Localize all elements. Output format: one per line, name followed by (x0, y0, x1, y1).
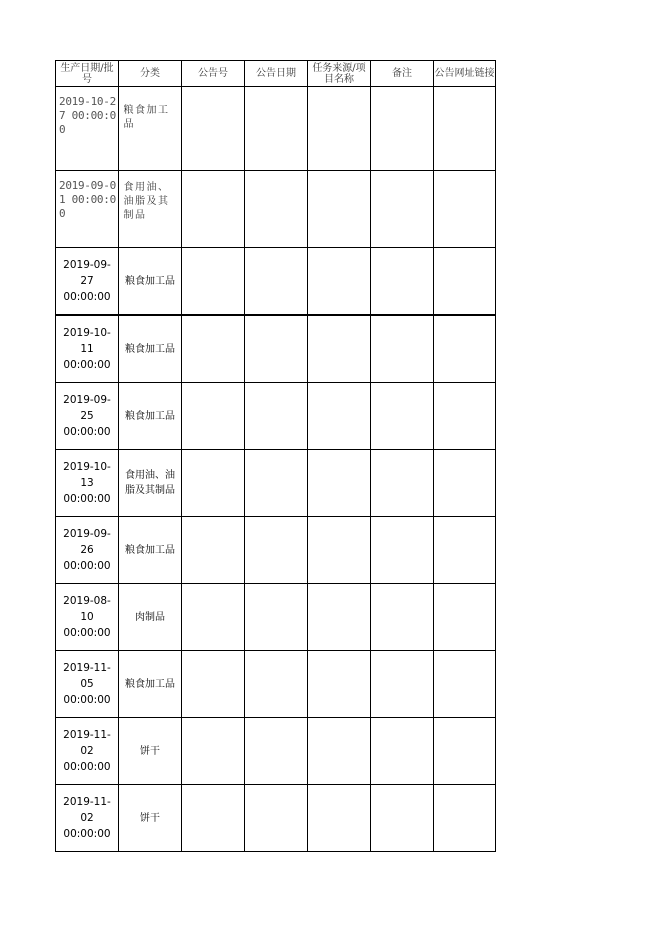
category-text: 粮食加工品 (125, 678, 175, 690)
table-row (56, 248, 496, 316)
cell-date (56, 248, 119, 316)
date-text: 2019-11-02 00:00:00 (63, 796, 111, 840)
cell-date (56, 450, 119, 517)
cell-category (119, 383, 182, 450)
cell-announcement-no (182, 171, 245, 248)
cell-link (434, 517, 496, 584)
header-task-source: 任务来源/项目名称 (308, 61, 371, 87)
cell-announcement-date (245, 718, 308, 785)
cell-announcement-date (245, 171, 308, 248)
table-row (56, 87, 496, 171)
category-text: 食用油、油脂及其制品 (123, 182, 170, 221)
cell-task-source (308, 171, 371, 248)
table-row (56, 450, 496, 517)
cell-remarks (371, 315, 434, 383)
cell-category (119, 584, 182, 651)
cell-announcement-date (245, 450, 308, 517)
cell-link (434, 718, 496, 785)
cell-date (56, 785, 119, 852)
category-text: 粮食加工品 (125, 275, 175, 287)
cell-link (434, 248, 496, 316)
cell-task-source (308, 315, 371, 383)
cell-announcement-date (245, 248, 308, 316)
cell-task-source (308, 584, 371, 651)
cell-announcement-no (182, 87, 245, 171)
cell-category (119, 517, 182, 584)
cell-category (119, 450, 182, 517)
cell-link (434, 785, 496, 852)
category-text: 食用油、油脂及其制品 (125, 470, 175, 496)
cell-remarks (371, 248, 434, 316)
header-announcement-no: 公告号 (182, 61, 245, 87)
category-text: 粮食加工品 (125, 544, 175, 556)
cell-remarks (371, 517, 434, 584)
cell-remarks (371, 383, 434, 450)
cell-date (56, 383, 119, 450)
cell-link (434, 584, 496, 651)
date-text: 2019-10-27 00:00:00 (59, 95, 116, 136)
cell-remarks (371, 718, 434, 785)
header-link: 公告网址链接 (434, 61, 496, 87)
header-remarks: 备注 (371, 61, 434, 87)
cell-announcement-no (182, 517, 245, 584)
cell-category (119, 248, 182, 316)
cell-remarks (371, 171, 434, 248)
cell-remarks (371, 651, 434, 718)
cell-task-source (308, 651, 371, 718)
cell-remarks (371, 584, 434, 651)
category-text: 粮食加工品 (125, 343, 175, 355)
cell-date (56, 87, 119, 171)
date-text: 2019-10-11 00:00:00 (63, 327, 111, 371)
cell-announcement-date (245, 87, 308, 171)
cell-link (434, 171, 496, 248)
date-text: 2019-09-27 00:00:00 (63, 259, 111, 303)
date-text: 2019-09-25 00:00:00 (63, 394, 111, 438)
header-row (56, 61, 496, 87)
cell-task-source (308, 785, 371, 852)
date-text: 2019-11-05 00:00:00 (63, 662, 111, 706)
cell-category (119, 785, 182, 852)
cell-announcement-date (245, 315, 308, 383)
cell-remarks (371, 785, 434, 852)
cell-task-source (308, 517, 371, 584)
date-text: 2019-09-01 00:00:00 (59, 179, 116, 220)
cell-remarks (371, 87, 434, 171)
cell-announcement-no (182, 450, 245, 517)
cell-task-source (308, 383, 371, 450)
cell-announcement-date (245, 651, 308, 718)
cell-announcement-date (245, 517, 308, 584)
date-text: 2019-11-02 00:00:00 (63, 729, 111, 773)
cell-announcement-no (182, 651, 245, 718)
cell-date (56, 517, 119, 584)
category-text: 粮食加工品 (125, 410, 175, 422)
cell-date (56, 171, 119, 248)
cell-announcement-no (182, 315, 245, 383)
category-text: 饼干 (140, 745, 160, 757)
cell-announcement-no (182, 785, 245, 852)
cell-task-source (308, 450, 371, 517)
table-row (56, 517, 496, 584)
cell-date (56, 651, 119, 718)
cell-category (119, 315, 182, 383)
cell-category (119, 718, 182, 785)
cell-link (434, 450, 496, 517)
table-row (56, 785, 496, 852)
cell-announcement-date (245, 785, 308, 852)
cell-date (56, 718, 119, 785)
cell-announcement-no (182, 383, 245, 450)
header-production-date: 生产日期/批号 (56, 61, 119, 87)
cell-category (119, 87, 182, 171)
cell-category (119, 651, 182, 718)
table-row (56, 315, 496, 383)
cell-announcement-no (182, 248, 245, 316)
date-text: 2019-10-13 00:00:00 (63, 461, 111, 505)
cell-date (56, 315, 119, 383)
cell-task-source (308, 248, 371, 316)
table-row (56, 718, 496, 785)
date-text: 2019-08-10 00:00:00 (63, 595, 111, 639)
cell-link (434, 383, 496, 450)
cell-date (56, 584, 119, 651)
cell-link (434, 651, 496, 718)
cell-task-source (308, 87, 371, 171)
header-announcement-date: 公告日期 (245, 61, 308, 87)
category-text: 粮食加工品 (123, 105, 170, 130)
cell-remarks (371, 450, 434, 517)
cell-link (434, 315, 496, 383)
cell-link (434, 87, 496, 171)
date-text: 2019-09-26 00:00:00 (63, 528, 111, 572)
category-text: 饼干 (140, 812, 160, 824)
cell-announcement-no (182, 718, 245, 785)
header-category: 分类 (119, 61, 182, 87)
table-row (56, 584, 496, 651)
table-row (56, 383, 496, 450)
cell-announcement-date (245, 584, 308, 651)
data-table (55, 60, 496, 852)
cell-announcement-date (245, 383, 308, 450)
table-row (56, 651, 496, 718)
cell-task-source (308, 718, 371, 785)
cell-category (119, 171, 182, 248)
cell-announcement-no (182, 584, 245, 651)
category-text: 肉制品 (135, 611, 165, 623)
table-row (56, 171, 496, 248)
